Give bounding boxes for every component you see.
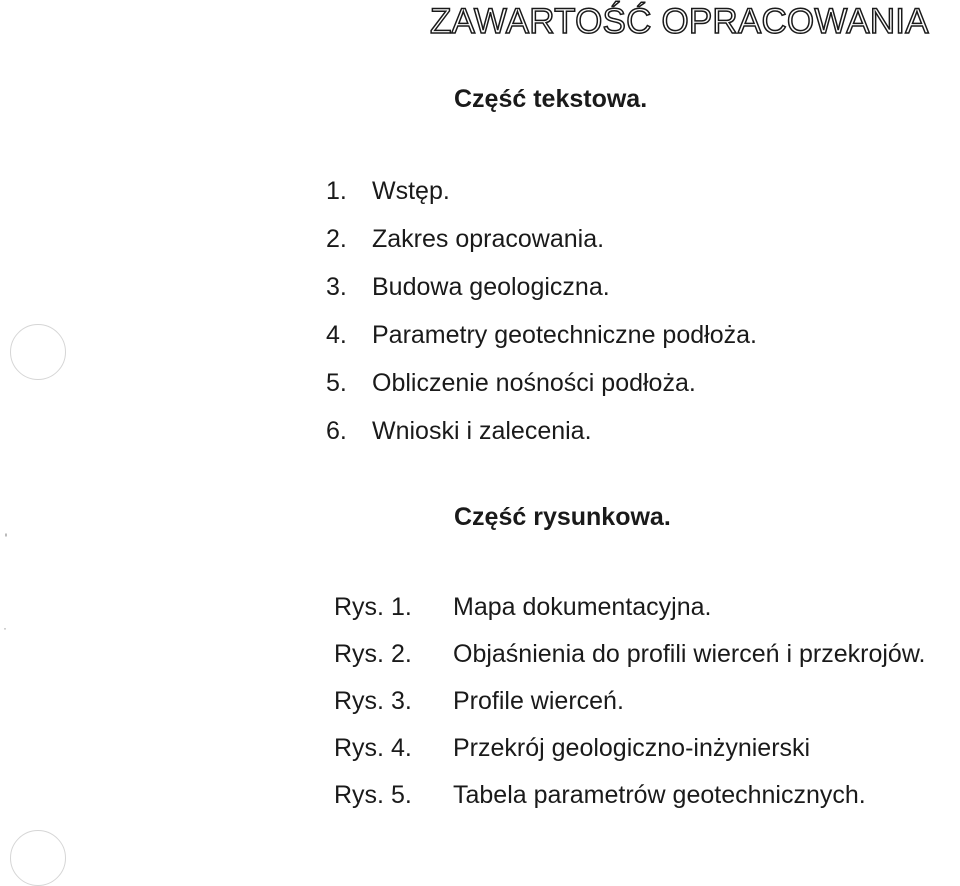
figure-label: Objaśnienia do profili wierceń i przekrojów. (453, 640, 926, 668)
list-item (334, 686, 925, 733)
list-item (326, 176, 757, 224)
figure-label: Mapa dokumentacyjna. (453, 593, 712, 621)
scan-artifact: · (3, 621, 7, 635)
list-item-label: Budowa geologiczna. (372, 273, 610, 301)
list-item-label: Wnioski i zalecenia. (372, 417, 592, 445)
text-section-list (326, 176, 757, 464)
list-item (334, 733, 925, 780)
list-item (326, 416, 757, 464)
list-item-number: 6. (326, 417, 347, 445)
list-item-number: 4. (326, 321, 347, 349)
figure-number: Rys. 3. (334, 687, 412, 715)
list-item-number: 3. (326, 273, 347, 301)
page-title: ZAWARTOŚĆ OPRACOWANIA (430, 2, 929, 41)
list-item-label: Obliczenie nośności podłoża. (372, 369, 696, 397)
list-item (326, 320, 757, 368)
punch-hole-mark (10, 324, 66, 380)
list-item (326, 368, 757, 416)
drawing-section-heading: Część rysunkowa. (454, 503, 671, 531)
list-item-label: Parametry geotechniczne podłoża. (372, 321, 757, 349)
list-item (334, 780, 925, 827)
figure-number: Rys. 1. (334, 593, 412, 621)
drawing-section-list (334, 592, 925, 827)
figure-label: Profile wierceń. (453, 687, 624, 715)
text-section-heading: Część tekstowa. (454, 85, 648, 113)
figure-number: Rys. 5. (334, 781, 412, 809)
figure-number: Rys. 2. (334, 640, 412, 668)
list-item (326, 224, 757, 272)
list-item (334, 639, 925, 686)
list-item-number: 5. (326, 369, 347, 397)
figure-label: Przekrój geologiczno-inżynierski (453, 734, 811, 762)
list-item (334, 592, 925, 639)
list-item-number: 1. (326, 177, 347, 205)
list-item-number: 2. (326, 225, 347, 253)
figure-label: Tabela parametrów geotechnicznych. (453, 781, 866, 809)
list-item-label: Zakres opracowania. (372, 225, 605, 253)
figure-number: Rys. 4. (334, 734, 412, 762)
list-item (326, 272, 757, 320)
list-item-label: Wstęp. (372, 177, 450, 205)
punch-hole-mark (10, 830, 66, 886)
scan-artifact: ˈ (3, 531, 9, 551)
